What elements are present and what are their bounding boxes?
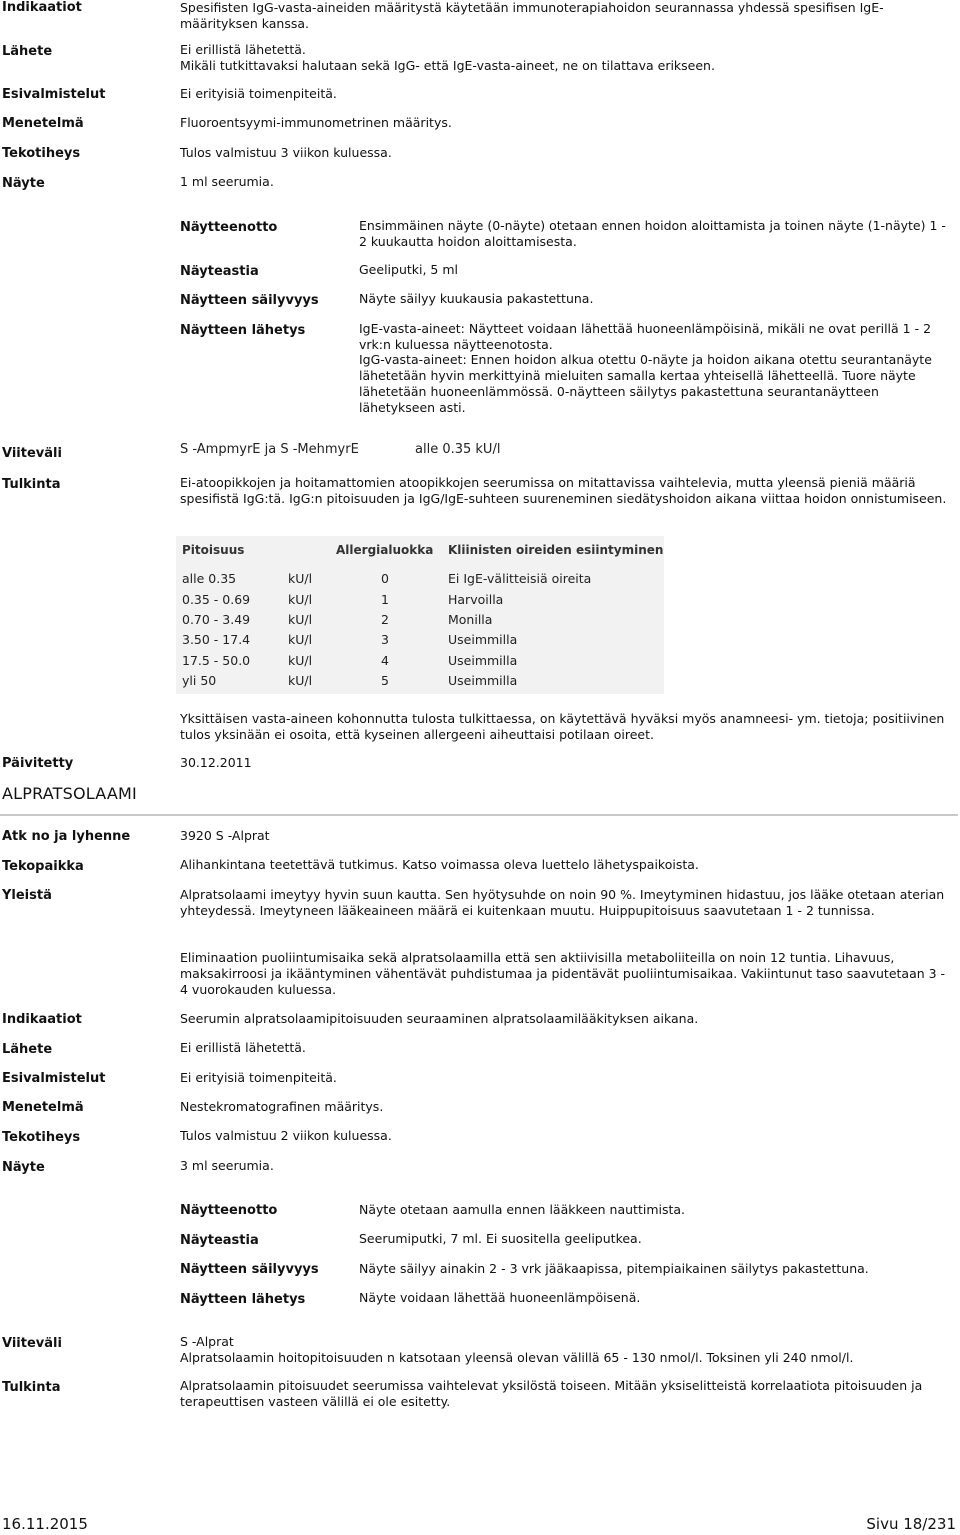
sailyvyys-text-2: Näyte säilyy ainakin 2 - 3 vrk jääkaapissa, pitempiaikainen säilytys pakastettuna. bbox=[359, 1261, 869, 1276]
table-cell: 3.50 - 17.4 bbox=[182, 632, 251, 647]
table-cell: yli 50 bbox=[182, 673, 217, 688]
allergy-class-table bbox=[176, 536, 664, 694]
lahetys-text: IgE-vasta-aineet: Näytteet voidaan lähettää huoneenlämpöisinä, mikäli ne ovat perillä 1 - 2 vrk:n kuluessa näytteenotosta. bbox=[359, 321, 932, 352]
tekopaikka-text: Alihankintana teetettävä tutkimus. Katso voimassa oleva luettelo lähetyspaikoista. bbox=[180, 857, 699, 872]
table-cell: 4 bbox=[381, 653, 389, 668]
tulkinta-text-2: Alpratsolaamin pitoisuudet seerumissa vaihtelevat yksilöstä toiseen. Mitään yksiselitteistä korrelaatiota pitoisuuden ja terapeuttisen vasteen välillä ei ole esitetty. bbox=[180, 1378, 923, 1409]
vitevali-label: Viiteväli bbox=[2, 446, 62, 461]
nayteastia-text: Geeliputki, 5 ml bbox=[359, 262, 459, 277]
esivalmistelut-label-2: Esivalmistelut bbox=[2, 1071, 106, 1086]
nayteastia-label-2: Näyteastia bbox=[180, 1233, 259, 1248]
nayte-label-2: Näyte bbox=[2, 1160, 45, 1175]
yleista-text: Alpratsolaami imeytyy hyvin suun kautta. Sen hyötysuhde on noin 90 %. Imeytyminen hidastuu, jos lääke otetaan aterian yhteydessä. Imeytyneen lääkeaineen määrä ei kuitenkaan muutu. Huippupitoisuus saavutetaan 1 - 2 tunnissa. bbox=[180, 887, 945, 918]
menetelma-label: Menetelmä bbox=[2, 116, 84, 131]
vitevali-label-2: Viiteväli bbox=[2, 1336, 62, 1351]
footer-date: 16.11.2015 bbox=[2, 1515, 88, 1533]
table-cell: Useimmilla bbox=[448, 673, 518, 688]
reference-range-tests: S -AmpmyrE ja S -MehmyrE bbox=[180, 442, 359, 457]
esivalmistelut-text-2: Ei erityisiä toimenpiteitä. bbox=[180, 1070, 337, 1085]
table-cell: alle 0.35 bbox=[182, 571, 237, 586]
table-cell: kU/l bbox=[288, 592, 313, 607]
naytteenotto-label: Näytteenotto bbox=[180, 220, 278, 235]
tekotiheys-text: Tulos valmistuu 3 viikon kuluessa. bbox=[180, 145, 392, 160]
nayte-text-2: 3 ml seerumia. bbox=[180, 1158, 274, 1173]
footer-page-number: Sivu 18/231 bbox=[866, 1515, 956, 1533]
sailyvyys-label: Näytteen säilyvyys bbox=[180, 293, 319, 308]
naytteenotto-text: Ensimmäinen näyte (0-näyte) otetaan ennen hoidon aloittamista ja toinen näyte (1-näyte) 1 - 2 kuukautta hoidon aloittamisesta. bbox=[359, 218, 946, 249]
section-title: ALPRATSOLAAMI bbox=[2, 784, 137, 803]
naytteenotto-label-2: Näytteenotto bbox=[180, 1203, 278, 1218]
table-cell: 3 bbox=[381, 632, 389, 647]
sailyvyys-text: Näyte säilyy kuukausia pakastettuna. bbox=[359, 291, 594, 306]
table-cell: 0 bbox=[381, 571, 389, 586]
lahete-label: Lähete bbox=[2, 44, 53, 59]
nayteastia-label: Näyteastia bbox=[180, 264, 259, 279]
table-cell: kU/l bbox=[288, 571, 313, 586]
indikaatiot-label: Indikaatiot bbox=[2, 0, 82, 15]
lahete-text-2: Mikäli tutkittavaksi halutaan sekä IgG- että IgE-vasta-aineet, ne on tilattava erikseen. bbox=[180, 58, 715, 73]
lahetys-label-2: Näytteen lähetys bbox=[180, 1292, 306, 1307]
lahetys-text-2: IgG-vasta-aineet: Ennen hoidon alkua otettu 0-näyte ja hoidon aikana otettu seurantanäyte lähetetään hyvin merkittyinä mieluiten samalla kertaa yhteisellä lähetteellä. Tuore näyte lähetetään huoneenlämmössä. 0-näytteen säilytys pakastettuna seurantanäytteen lähetykseen asti. bbox=[359, 352, 932, 415]
tulkinta-label-2: Tulkinta bbox=[2, 1380, 61, 1395]
lahetys-label: Näytteen lähetys bbox=[180, 323, 306, 338]
indikaatiot-text: Spesifisten IgG-vasta-aineiden määritystä käytetään immunoterapiahoidon seurannassa yhdessä spesifisen IgE-määrityksen kanssa. bbox=[180, 0, 884, 31]
table-header-pitoisuus: Pitoisuus bbox=[182, 543, 245, 557]
tekotiheys-text-2: Tulos valmistuu 2 viikon kuluessa. bbox=[180, 1128, 392, 1143]
tekotiheys-label-2: Tekotiheys bbox=[2, 1130, 81, 1145]
table-cell: kU/l bbox=[288, 632, 313, 647]
table-cell: 1 bbox=[381, 592, 389, 607]
menetelma-text-2: Nestekromatografinen määritys. bbox=[180, 1099, 384, 1114]
yleista-label: Yleistä bbox=[2, 888, 52, 903]
lahete-text-3: Ei erillistä lähetettä. bbox=[180, 1040, 306, 1055]
table-cell: kU/l bbox=[288, 612, 313, 627]
nayte-label: Näyte bbox=[2, 176, 45, 191]
menetelma-text: Fluoroentsyymi-immunometrinen määritys. bbox=[180, 115, 452, 130]
table-cell: kU/l bbox=[288, 673, 313, 688]
section-divider bbox=[0, 814, 958, 816]
menetelma-label-2: Menetelmä bbox=[2, 1100, 84, 1115]
table-cell: Useimmilla bbox=[448, 653, 518, 668]
esivalmistelut-text: Ei erityisiä toimenpiteitä. bbox=[180, 86, 337, 101]
table-cell: 0.70 - 3.49 bbox=[182, 612, 251, 627]
table-cell: 2 bbox=[381, 612, 389, 627]
sailyvyys-label-2: Näytteen säilyvyys bbox=[180, 1262, 319, 1277]
nayteastia-text-2: Seerumiputki, 7 ml. Ei suositella geeliputkea. bbox=[359, 1231, 642, 1246]
indikaatiot-label-2: Indikaatiot bbox=[2, 1012, 82, 1027]
atk-text: 3920 S -Alprat bbox=[180, 828, 270, 843]
vitevali-text-2: Alpratsolaamin hoitopitoisuuden n katsotaan yleensä olevan välillä 65 - 130 nmol/l. Toksinen yli 240 nmol/l. bbox=[180, 1350, 854, 1365]
tulkinta-text: Ei-atoopikkojen ja hoitamattomien atoopikkojen seerumissa on mitattavissa vaihtelevia, mutta yleensä pieniä määriä spesifistä IgG:tä. IgG:n pitoisuuden ja IgG/IgE-suhteen suureneminen siedätyshoidon aikana viittaa hoidon onnistumiseen. bbox=[180, 475, 947, 506]
tekotiheys-label: Tekotiheys bbox=[2, 146, 81, 161]
tulkinta-label: Tulkinta bbox=[2, 477, 61, 492]
naytteenotto-text-2: Näyte otetaan aamulla ennen lääkkeen nauttimista. bbox=[359, 1202, 686, 1217]
table-cell: kU/l bbox=[288, 653, 313, 668]
reference-range-value: alle 0.35 kU/l bbox=[415, 442, 501, 457]
indikaatiot-text-2: Seerumin alpratsolaamipitoisuuden seuraaminen alpratsolaamilääkityksen aikana. bbox=[180, 1011, 699, 1026]
atk-label: Atk no ja lyhenne bbox=[2, 829, 131, 844]
table-header-oireet: Kliinisten oireiden esiintyminen bbox=[448, 543, 664, 557]
nayte-text: 1 ml seerumia. bbox=[180, 174, 274, 189]
table-cell: Harvoilla bbox=[448, 592, 504, 607]
lahetys-text-3: Näyte voidaan lähettää huoneenlämpöisenä. bbox=[359, 1290, 641, 1305]
lahete-label-2: Lähete bbox=[2, 1042, 53, 1057]
lahete-text: Ei erillistä lähetettä. bbox=[180, 42, 306, 57]
tekopaikka-label: Tekopaikka bbox=[2, 859, 84, 874]
esivalmistelut-label: Esivalmistelut bbox=[2, 87, 106, 102]
table-cell: 17.5 - 50.0 bbox=[182, 653, 251, 668]
table-cell: Useimmilla bbox=[448, 632, 518, 647]
table-cell: Ei IgE-välitteisiä oireita bbox=[448, 571, 592, 586]
table-header-allergialuokka: Allergialuokka bbox=[336, 543, 434, 557]
table-cell: Monilla bbox=[448, 612, 493, 627]
paivitetty-label: Päivitetty bbox=[2, 756, 74, 771]
interpretation-note: Yksittäisen vasta-aineen kohonnutta tulosta tulkittaessa, on käytettävä hyväksi myös anamneesi- ym. tietoja; positiivinen tulos yksinään ei osoita, että kyseinen allergeeni aiheuttaisi potilaan oireet. bbox=[180, 711, 945, 742]
reference-range bbox=[180, 442, 500, 458]
vitevali-text: S -Alprat bbox=[180, 1334, 234, 1349]
table-cell: 5 bbox=[381, 673, 389, 688]
table-cell: 0.35 - 0.69 bbox=[182, 592, 251, 607]
yleista-text-2: Eliminaation puoliintumisaika sekä alpratsolaamilla että sen aktiivisilla metaboliiteilla on noin 12 tuntia. Lihavuus, maksakirroosi ja ikääntyminen vähentävät puhdistumaa ja pidentävät puoliintumisaikaa. Vakiintunut taso saavutetaan 3 - 4 vuorokauden kuluessa. bbox=[180, 950, 946, 997]
paivitetty-value: 30.12.2011 bbox=[180, 755, 252, 770]
